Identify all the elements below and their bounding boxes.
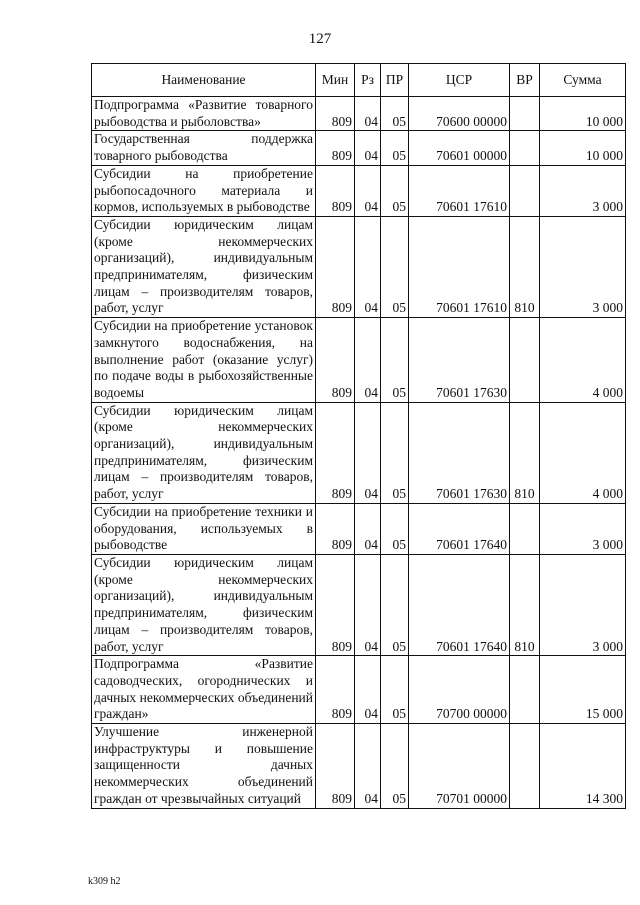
row-pr: 05 xyxy=(381,554,409,655)
header-vr: ВР xyxy=(510,64,540,97)
row-sum: 3 000 xyxy=(540,165,626,216)
row-vr xyxy=(510,656,540,724)
row-name: Подпрограмма «Развитие товарного рыбоводства и рыболовства» xyxy=(92,97,316,131)
row-rz: 04 xyxy=(355,402,381,503)
table-row xyxy=(92,656,626,724)
header-min: Мин xyxy=(316,64,355,97)
row-vr: 810 xyxy=(510,554,540,655)
row-pr: 05 xyxy=(381,131,409,165)
row-rz: 04 xyxy=(355,165,381,216)
row-rz: 04 xyxy=(355,554,381,655)
header-rz: Рз xyxy=(355,64,381,97)
row-min: 809 xyxy=(316,503,355,554)
row-sum: 10 000 xyxy=(540,97,626,131)
header-sum: Сумма xyxy=(540,64,626,97)
row-vr xyxy=(510,503,540,554)
row-csr: 70601 17640 xyxy=(409,503,510,554)
row-name: Субсидии юридическим лицам (кроме некоммерческих организаций), индивидуальным предпринимателям, физическим лицам – производителям товаров, работ, услуг xyxy=(92,402,316,503)
row-name: Субсидии на приобретение техники и оборудования, используемых в рыбоводстве xyxy=(92,503,316,554)
row-vr: 810 xyxy=(510,402,540,503)
row-pr: 05 xyxy=(381,216,409,317)
row-sum: 3 000 xyxy=(540,216,626,317)
row-sum: 4 000 xyxy=(540,318,626,403)
row-rz: 04 xyxy=(355,318,381,403)
page-number: 127 xyxy=(308,31,332,47)
row-pr: 05 xyxy=(381,503,409,554)
row-csr: 70701 00000 xyxy=(409,724,510,809)
row-sum: 10 000 xyxy=(540,131,626,165)
row-min: 809 xyxy=(316,318,355,403)
row-pr: 05 xyxy=(381,402,409,503)
row-sum: 15 000 xyxy=(540,656,626,724)
row-min: 809 xyxy=(316,97,355,131)
row-name: Субсидии на приобретение рыбопосадочного материала и кормов, используемых в рыбоводстве xyxy=(92,165,316,216)
row-rz: 04 xyxy=(355,131,381,165)
row-min: 809 xyxy=(316,656,355,724)
row-min: 809 xyxy=(316,165,355,216)
row-csr: 70601 17610 xyxy=(409,216,510,317)
row-pr: 05 xyxy=(381,318,409,403)
footer-code: k309 h2 xyxy=(88,876,121,887)
row-min: 809 xyxy=(316,131,355,165)
table-row xyxy=(92,216,626,317)
row-min: 809 xyxy=(316,216,355,317)
table-row xyxy=(92,554,626,655)
row-name: Улучшение инженерной инфраструктуры и повышение защищенности дачных некоммерческих объединений граждан от чрезвычайных ситуаций xyxy=(92,724,316,809)
row-pr: 05 xyxy=(381,724,409,809)
table-row xyxy=(92,724,626,809)
row-name: Субсидии юридическим лицам (кроме некоммерческих организаций), индивидуальным предпринимателям, физическим лицам – производителям товаров, работ, услуг xyxy=(92,216,316,317)
row-csr: 70601 17630 xyxy=(409,318,510,403)
table-header-row xyxy=(92,64,626,97)
row-name: Государственная поддержка товарного рыбоводства xyxy=(92,131,316,165)
row-csr: 70601 17630 xyxy=(409,402,510,503)
table-row xyxy=(92,97,626,131)
row-pr: 05 xyxy=(381,165,409,216)
budget-table xyxy=(91,63,626,809)
row-vr xyxy=(510,131,540,165)
table-body xyxy=(92,97,626,809)
row-sum: 4 000 xyxy=(540,402,626,503)
row-rz: 04 xyxy=(355,216,381,317)
row-name: Подпрограмма «Развитие садоводческих, огороднических и дачных некоммерческих объединений граждан» xyxy=(92,656,316,724)
row-vr: 810 xyxy=(510,216,540,317)
row-min: 809 xyxy=(316,724,355,809)
row-vr xyxy=(510,724,540,809)
table-row xyxy=(92,503,626,554)
header-pr: ПР xyxy=(381,64,409,97)
row-pr: 05 xyxy=(381,656,409,724)
row-vr xyxy=(510,97,540,131)
header-name: Наименование xyxy=(92,64,316,97)
row-sum: 3 000 xyxy=(540,503,626,554)
row-rz: 04 xyxy=(355,656,381,724)
row-min: 809 xyxy=(316,402,355,503)
row-rz: 04 xyxy=(355,503,381,554)
row-csr: 70600 00000 xyxy=(409,97,510,131)
table-row xyxy=(92,165,626,216)
row-vr xyxy=(510,165,540,216)
row-csr: 70601 00000 xyxy=(409,131,510,165)
header-csr: ЦСР xyxy=(409,64,510,97)
row-name: Субсидии юридическим лицам (кроме некоммерческих организаций), индивидуальным предпринимателям, физическим лицам – производителям товаров, работ, услуг xyxy=(92,554,316,655)
row-rz: 04 xyxy=(355,724,381,809)
row-csr: 70700 00000 xyxy=(409,656,510,724)
row-csr: 70601 17640 xyxy=(409,554,510,655)
row-sum: 14 300 xyxy=(540,724,626,809)
row-min: 809 xyxy=(316,554,355,655)
row-rz: 04 xyxy=(355,97,381,131)
row-sum: 3 000 xyxy=(540,554,626,655)
row-pr: 05 xyxy=(381,97,409,131)
table-row xyxy=(92,318,626,403)
row-name: Субсидии на приобретение установок замкнутого водоснабжения, на выполнение работ (оказание услуг) по подаче воды в рыбохозяйственные водоемы xyxy=(92,318,316,403)
table-row xyxy=(92,131,626,165)
table-row xyxy=(92,402,626,503)
row-vr xyxy=(510,318,540,403)
row-csr: 70601 17610 xyxy=(409,165,510,216)
